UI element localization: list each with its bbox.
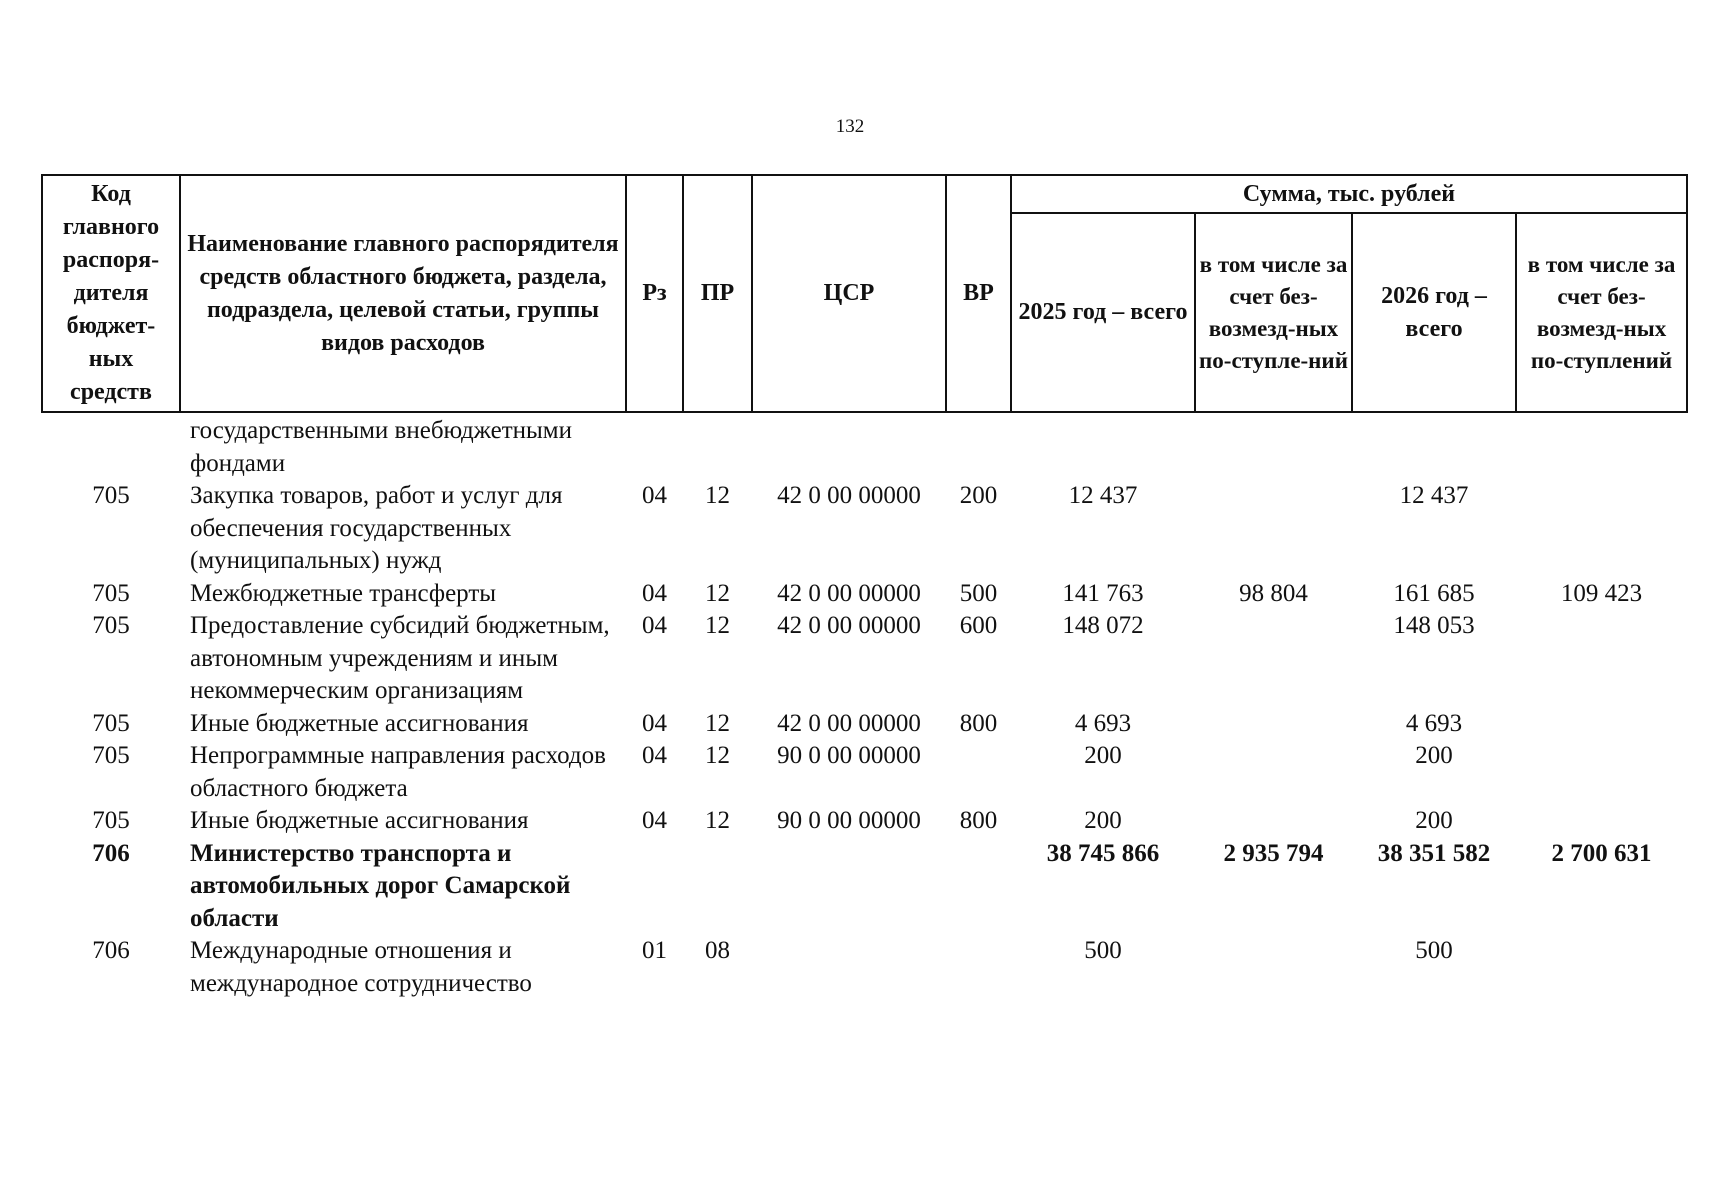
budget-table	[41, 174, 1688, 1000]
header-pr: ПР	[683, 175, 752, 412]
cell-2025-free	[1195, 610, 1352, 708]
cell-rz	[626, 838, 683, 936]
cell-2026-total: 200	[1415, 807, 1453, 834]
cell-2025-total: 141 763	[1062, 579, 1144, 607]
cell-2025-total: 500	[1084, 937, 1122, 964]
cell-rz: 04	[642, 579, 667, 607]
cell-name: Предоставление субсидий бюджетным, автономным учреждениям и иным некоммерческим организациям	[190, 612, 610, 704]
cell-vr: 200	[959, 482, 998, 509]
cell-csr	[752, 412, 946, 480]
cell-name: Закупка товаров, работ и услуг для обеспечения государственных (муниципальных) нужд	[190, 482, 563, 574]
cell-csr: 90 0 00 00000	[777, 807, 921, 834]
cell-2025-total: 38 745 866	[1046, 839, 1160, 867]
cell-name: государственными внебюджетными фондами	[190, 417, 573, 477]
table-row	[42, 838, 1687, 936]
cell-2026-total: 12 437	[1399, 482, 1469, 509]
table-row	[42, 708, 1687, 741]
cell-2026-free	[1516, 740, 1687, 805]
cell-code	[42, 412, 180, 480]
cell-code: 706	[92, 839, 130, 867]
cell-rz	[626, 412, 683, 480]
header-2026-total: 2026 год – всего	[1352, 213, 1516, 412]
cell-2026-total	[1352, 412, 1516, 480]
cell-code: 706	[92, 937, 130, 964]
table-row	[42, 578, 1687, 611]
header-code: Код главного распоря-дителя бюджет-ных средств	[42, 175, 180, 412]
cell-2026-free	[1516, 708, 1687, 741]
cell-2026-free	[1516, 480, 1687, 578]
cell-name: Международные отношения и международное сотрудничество	[190, 937, 532, 997]
table-row	[42, 740, 1687, 805]
cell-csr: 42 0 00 00000	[777, 579, 921, 607]
cell-code: 705	[92, 579, 130, 607]
cell-2025-free: 2 935 794	[1223, 839, 1324, 867]
header-2025-free: в том числе за счет без-возмезд-ных по-ступле-ний	[1195, 213, 1352, 412]
cell-2026-total: 38 351 582	[1377, 839, 1491, 867]
table-row	[42, 480, 1687, 578]
cell-2025-total: 12 437	[1068, 482, 1138, 509]
header-name: Наименование главного распорядителя средств областного бюджета, раздела, подраздела, целевой статьи, группы видов расходов	[180, 175, 626, 412]
cell-pr: 12	[705, 709, 730, 737]
cell-2025-free	[1195, 805, 1352, 838]
cell-code: 705	[92, 742, 130, 769]
cell-csr: 42 0 00 00000	[777, 709, 921, 737]
cell-name: Иные бюджетные ассигнования	[190, 709, 529, 737]
cell-pr: 12	[705, 482, 730, 509]
header-sum: Сумма, тыс. рублей	[1011, 175, 1687, 213]
page-number: 132	[835, 116, 865, 137]
cell-pr	[683, 412, 752, 480]
table-row	[42, 412, 1687, 480]
cell-name: Непрограммные направления расходов областного бюджета	[190, 742, 606, 802]
cell-name: Межбюджетные трансферты	[190, 579, 497, 607]
cell-2025-free	[1195, 480, 1352, 578]
header-rz: Рз	[626, 175, 683, 412]
cell-vr: 600	[959, 612, 998, 639]
cell-2025-total	[1011, 412, 1195, 480]
cell-vr	[946, 838, 1011, 936]
cell-2026-total: 200	[1415, 742, 1453, 769]
table-row	[42, 610, 1687, 708]
cell-rz: 04	[642, 482, 667, 509]
header-2026-free: в том числе за счет без-возмезд-ных по-ступлений	[1516, 213, 1687, 412]
cell-2025-total: 200	[1084, 742, 1122, 769]
cell-pr: 08	[705, 937, 730, 964]
cell-csr: 42 0 00 00000	[777, 612, 921, 639]
cell-vr: 800	[959, 807, 998, 834]
cell-vr	[946, 412, 1011, 480]
cell-pr: 12	[705, 579, 730, 607]
cell-2025-total: 4 693	[1074, 709, 1132, 737]
cell-2026-free: 109 423	[1560, 579, 1643, 607]
table-body	[42, 412, 1687, 1000]
table-row	[42, 805, 1687, 838]
cell-code: 705	[92, 482, 130, 509]
table-row	[42, 935, 1687, 1000]
cell-2025-free	[1195, 708, 1352, 741]
header-2025-total: 2025 год – всего	[1011, 213, 1195, 412]
cell-2026-free	[1516, 805, 1687, 838]
cell-2026-free: 2 700 631	[1551, 839, 1652, 867]
cell-rz: 01	[642, 937, 667, 964]
cell-vr: 800	[959, 709, 998, 737]
cell-code: 705	[92, 807, 130, 834]
header-vr: ВР	[946, 175, 1011, 412]
cell-pr	[683, 838, 752, 936]
cell-rz: 04	[642, 807, 667, 834]
table-header	[42, 175, 1687, 412]
cell-2025-total: 148 072	[1062, 612, 1144, 639]
cell-csr: 90 0 00 00000	[777, 742, 921, 769]
cell-code: 705	[92, 612, 130, 639]
cell-csr	[752, 935, 946, 1000]
cell-2025-free	[1195, 412, 1352, 480]
cell-csr: 42 0 00 00000	[777, 482, 921, 509]
cell-vr	[946, 935, 1011, 1000]
cell-2026-total: 161 685	[1393, 579, 1475, 607]
cell-rz: 04	[642, 709, 667, 737]
cell-csr	[752, 838, 946, 936]
cell-2026-total: 148 053	[1393, 612, 1475, 639]
cell-2025-total: 200	[1084, 807, 1122, 834]
cell-code: 705	[92, 709, 130, 737]
cell-2025-free	[1195, 740, 1352, 805]
cell-vr: 500	[959, 579, 998, 607]
cell-rz: 04	[642, 612, 667, 639]
cell-rz: 04	[642, 742, 667, 769]
cell-2025-free	[1195, 935, 1352, 1000]
cell-2026-free	[1516, 610, 1687, 708]
cell-2025-free: 98 804	[1239, 579, 1308, 607]
cell-pr: 12	[705, 807, 730, 834]
cell-pr: 12	[705, 742, 730, 769]
cell-name: Министерство транспорта и автомобильных дорог Самарской области	[190, 839, 571, 932]
cell-2026-total: 4 693	[1405, 709, 1463, 737]
cell-2026-total: 500	[1415, 937, 1453, 964]
cell-vr	[946, 740, 1011, 805]
cell-name: Иные бюджетные ассигнования	[190, 807, 529, 834]
cell-pr: 12	[705, 612, 730, 639]
cell-2026-free	[1516, 412, 1687, 480]
cell-2026-free	[1516, 935, 1687, 1000]
header-csr: ЦСР	[752, 175, 946, 412]
